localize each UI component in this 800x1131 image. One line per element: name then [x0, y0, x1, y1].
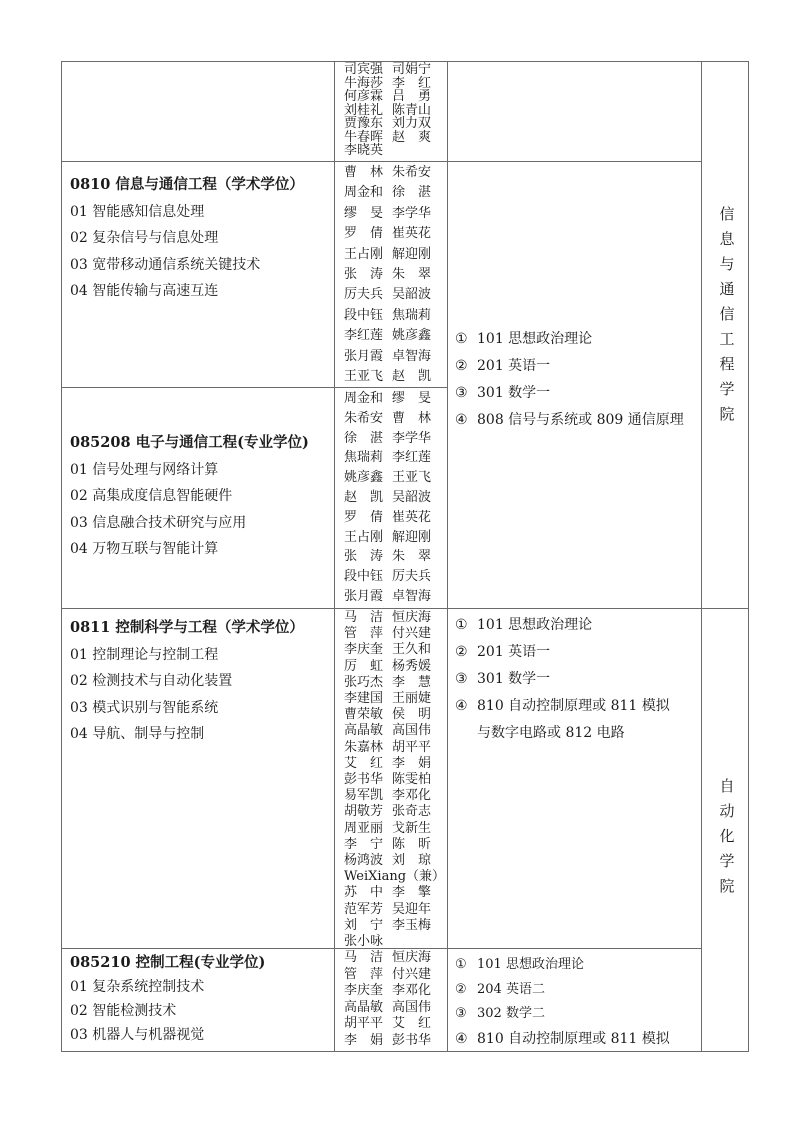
tutor-name: 李邓化 [392, 983, 432, 998]
research-direction: 02 智能检测技术 [70, 1003, 177, 1019]
tutor-name [392, 144, 440, 158]
tutor-name: 姚彦鑫 [392, 328, 432, 344]
circled-number: ② [455, 981, 467, 997]
tutor-name: 彭书华 [392, 1032, 432, 1048]
exam-subject: 302 数学二 [477, 1006, 545, 1021]
tutor-list [335, 162, 447, 387]
college-name: 信息与通信工程学院 [719, 205, 735, 423]
tutor-name: 陈青山 [392, 102, 432, 118]
tutor-name: 周金和 [344, 391, 384, 406]
tutor-name: 苏 中 [344, 885, 384, 901]
research-direction: 04 智能传输与高速互连 [70, 283, 219, 299]
exam-subjects-info [448, 326, 701, 466]
tutor-name: 朱希安 [344, 410, 384, 426]
tutor-name: 刘力双 [392, 116, 432, 131]
exam-subject: 101 思想政治理论 [477, 331, 593, 347]
tutor-name: 刘桂礼 [344, 102, 384, 118]
tutor-name: 胡敬芳 [344, 804, 384, 820]
tutor-name: 恒庆海 [392, 950, 432, 965]
tutor-name: 牛春晖 [344, 129, 384, 145]
tutor-name: 李 擎 [392, 885, 432, 901]
exam-subject: 101 思想政治理论 [477, 957, 584, 972]
exam-subject: 101 思想政治理论 [477, 617, 593, 633]
tutor-name: 陈 昕 [392, 836, 432, 852]
tutor-name [392, 934, 440, 948]
tutor-name: 焦瑞莉 [392, 307, 432, 323]
research-direction: 02 复杂信号与信息处理 [70, 230, 219, 246]
tutor-name: 高国伟 [392, 723, 432, 739]
tutor-name: 周金和 [344, 185, 384, 201]
circled-number: ② [455, 358, 468, 374]
tutor-name: 姚彦鑫 [344, 470, 384, 486]
tutor-name: 侯 明 [392, 707, 432, 723]
tutor-name: 王久和 [392, 642, 432, 658]
enrollment-table [61, 61, 749, 1052]
tutor-name: 李 红 [392, 75, 432, 91]
tutor-name: 付兴建 [392, 626, 432, 642]
tutor-name: 张月霞 [344, 588, 384, 604]
major-cell-0811 [62, 609, 334, 948]
tutor-name: 赵 凯 [344, 489, 384, 505]
tutor-name: 李玉梅 [392, 917, 432, 933]
research-direction: 04 导航、制导与控制 [70, 726, 205, 742]
tutor-name: 卓智海 [392, 348, 432, 364]
major-title: 0811 控制科学与工程（学术学位） [70, 619, 304, 636]
circled-number: ③ [455, 1006, 467, 1021]
tutor-name: 管 萍 [344, 626, 384, 642]
tutor-name: 朱嘉林 [344, 739, 384, 755]
major-title: 085210 控制工程(专业学位) [70, 954, 266, 971]
circled-number: ① [455, 957, 467, 972]
exam-subject: 810 自动控制原理或 811 模拟 [477, 1030, 670, 1047]
tutor-name: 李学华 [392, 205, 432, 221]
major-title: 0810 信息与通信工程（学术学位） [70, 176, 304, 193]
major-cell-0810 [62, 162, 334, 387]
tutor-name: 管 萍 [344, 966, 384, 982]
tutor-list [335, 949, 447, 1051]
exam-subject: 301 数学一 [477, 671, 551, 687]
tutor-name: 吕 勇 [392, 89, 432, 104]
exam-subjects-0811 [448, 609, 701, 948]
tutor-name: 解迎刚 [392, 529, 432, 545]
exam-subject: 810 自动控制原理或 811 模拟 [477, 698, 670, 714]
tutor-list [335, 388, 447, 608]
exam-subjects-085210 [448, 949, 701, 1051]
tutor-name: 段中钰 [344, 307, 384, 323]
exam-subject-continued: 与数字电路或 812 电路 [477, 725, 625, 741]
tutor-name: 司宾强 [344, 62, 384, 77]
tutor-name: 艾 红 [392, 1016, 432, 1031]
tutor-name: 张小咏 [344, 934, 384, 948]
tutor-name: 缪 旻 [392, 391, 432, 406]
tutor-name: 罗 倩 [344, 509, 384, 525]
major-title: 085208 电子与通信工程(专业学位) [70, 434, 309, 451]
tutor-name: 周亚丽 [344, 820, 384, 836]
tutor-name: 贾豫东 [344, 116, 384, 131]
tutor-name: 杨秀媛 [392, 658, 432, 674]
circled-number: ④ [455, 698, 468, 714]
circled-number: ③ [455, 671, 468, 687]
tutor-name: 王丽婕 [392, 691, 432, 707]
tutor-name: 李 慧 [392, 674, 432, 690]
tutor-name: 王亚飞 [344, 369, 384, 385]
tutor-name: 陈雯柏 [392, 772, 432, 788]
tutor-name: 高晶敏 [344, 999, 384, 1015]
tutor-name: 王占刚 [344, 529, 384, 545]
major-cell-085210 [62, 949, 334, 1051]
tutor-name: 罗 倩 [344, 226, 384, 242]
research-direction: 01 信号处理与网络计算 [70, 461, 219, 478]
tutor-name: 范军芳 [344, 901, 384, 917]
circled-number: ④ [455, 1030, 468, 1047]
tutor-name: 刘 宁 [344, 917, 384, 933]
tutor-name: 马 洁 [344, 610, 384, 625]
circled-number: ① [455, 617, 468, 633]
tutor-name: 李 娟 [344, 1032, 384, 1048]
major-cell-085208 [62, 388, 334, 608]
tutor-name: 杨鸿波 [344, 853, 384, 869]
tutor-name: 卓智海 [392, 588, 432, 604]
tutor-name: 赵 凯 [392, 369, 432, 385]
exam-subject: 808 信号与系统或 809 通信原理 [477, 412, 684, 428]
exam-subject: 204 英语二 [477, 981, 545, 997]
tutor-name: 司娟宁 [392, 62, 432, 77]
tutor-name: 曹 林 [344, 165, 384, 180]
research-direction: 02 检测技术与自动化装置 [70, 673, 233, 689]
tutor-name: 厉 虹 [344, 658, 384, 674]
tutor-name: 段中钰 [344, 569, 384, 585]
tutor-name: 刘 琼 [392, 853, 432, 869]
tutor-name: 何彦霖 [344, 89, 384, 104]
research-direction: 04 万物互联与智能计算 [70, 541, 219, 557]
research-direction: 02 高集成度信息智能硬件 [70, 488, 233, 504]
tutor-name: 徐 湛 [392, 185, 432, 201]
tutor-name: 张奇志 [392, 804, 432, 820]
tutor-list [335, 609, 447, 948]
research-direction: 03 机器人与机器视觉 [70, 1027, 205, 1043]
tutor-name: 付兴建 [392, 966, 432, 982]
exam-subject: 301 数学一 [477, 385, 551, 401]
table-border-bottom [61, 1051, 749, 1052]
tutor-name: 恒庆海 [392, 610, 432, 625]
tutor-name: 张 涛 [344, 267, 384, 283]
exam-subject: 201 英语一 [477, 644, 551, 660]
college-name: 自动化学院 [719, 777, 735, 895]
tutor-name: 张巧杰 [344, 674, 384, 690]
tutor-name: 张 涛 [344, 549, 384, 565]
tutor-list [335, 62, 447, 161]
research-direction: 01 智能感知信息处理 [70, 203, 205, 220]
research-direction: 01 复杂系统控制技术 [70, 979, 205, 995]
research-direction: 03 模式识别与智能系统 [70, 699, 219, 716]
tutor-name: 李晓英 [344, 143, 384, 158]
exam-subject: 201 英语一 [477, 358, 551, 374]
tutor-name: 李红莲 [392, 450, 432, 466]
tutor-name: 李 宁 [344, 836, 384, 852]
tutor-name: 赵 爽 [392, 129, 432, 145]
tutor-name: 李建国 [344, 691, 384, 707]
tutor-name: 吴迎年 [392, 901, 432, 917]
tutor-name: 易军凯 [344, 788, 384, 804]
tutor-name: 曹荣敏 [344, 707, 384, 723]
tutor-name: 李红莲 [344, 328, 384, 344]
tutor-name: 王占刚 [344, 246, 384, 262]
tutor-name: 彭书华 [344, 772, 384, 788]
tutor-name: 崔英花 [392, 226, 432, 242]
tutor-name: 李庆奎 [344, 642, 384, 658]
college-cell-info-comm [702, 202, 748, 432]
tutor-name: 厉夫兵 [344, 287, 384, 303]
tutor-name: 张月霞 [344, 348, 384, 364]
tutor-name: 缪 旻 [344, 205, 384, 221]
tutor-name: 艾 红 [344, 755, 384, 771]
tutor-name: 崔英花 [392, 509, 432, 525]
tutor-name: 李 娟 [392, 755, 432, 771]
tutor-name: 李庆奎 [344, 983, 384, 998]
tutor-name: 胡平平 [392, 739, 432, 755]
tutor-name: 王亚飞 [392, 470, 432, 486]
tutor-name: 焦瑞莉 [344, 450, 384, 466]
tutor-name: 马 洁 [344, 950, 384, 965]
tutor-name: 曹 林 [392, 410, 432, 426]
college-cell-automation [702, 609, 748, 1051]
research-direction: 03 宽带移动通信系统关键技术 [70, 256, 261, 273]
tutor-name: 牛海莎 [344, 75, 384, 91]
circled-number: ② [455, 644, 468, 660]
tutor-name: 吴韶波 [392, 287, 432, 303]
tutor-name: 厉夫兵 [392, 569, 432, 585]
tutor-name: 朱 翠 [392, 267, 432, 283]
tutor-name: 朱 翠 [392, 549, 432, 565]
tutor-name: 徐 湛 [344, 430, 384, 446]
table-border-right [748, 61, 749, 1052]
tutor-name: 戈新生 [392, 820, 432, 836]
tutor-name: 胡平平 [344, 1016, 384, 1031]
tutor-name: 解迎刚 [392, 246, 432, 262]
research-direction: 01 控制理论与控制工程 [70, 646, 219, 663]
tutor-name: 李邓化 [392, 788, 432, 804]
tutor-name: 朱希安 [392, 165, 432, 180]
research-direction: 03 信息融合技术研究与应用 [70, 514, 247, 531]
tutor-name: 高国伟 [392, 999, 432, 1015]
tutor-name: WeiXiang（兼） [344, 869, 446, 885]
circled-number: ④ [455, 412, 468, 428]
tutor-name: 李学华 [392, 430, 432, 446]
tutor-name: 高晶敏 [344, 723, 384, 739]
tutor-name: 吴韶波 [392, 489, 432, 505]
circled-number: ③ [455, 385, 468, 401]
circled-number: ① [455, 331, 468, 347]
